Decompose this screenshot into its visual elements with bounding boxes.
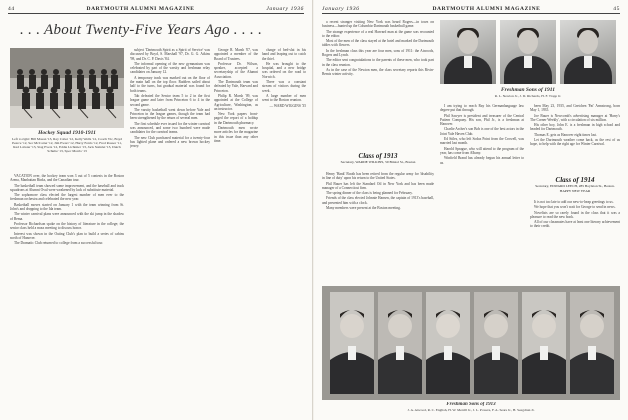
paragraph: Most of the men of the class stayed at the hotel and marked the Dartmouth tables with flowers. <box>322 39 434 48</box>
freshman-sons-1913-caption <box>322 402 620 418</box>
hockey-caption-names: Left to right: Bill Mason '13, Ray Cabot '12, Kelly Wells '12, Coach Vic, Boyd Pearce '12, Sec McCarter '12, Jim Ewart '12, Harry Ferris '12, Fred Rosser '11, Red Lobster '13, Stag Evers '12, Eddie Lichtnier '13, Jack Stainlet '13, Dutch Schulte '13, Spec Morris '13 <box>12 137 122 153</box>
paragraph: There was a constant stream of visitors during the week. <box>262 80 306 93</box>
article-title: . . . About Twenty-Five Years Ago . . . . <box>20 22 263 38</box>
paragraph: Interest was shown in the Outing Club's plan to build a series of cabins north of Hanover. <box>10 231 124 240</box>
paragraph: The basketball team showed some improvement, and the baseball and track squadrons at Alumni Oval were weakened by lack of substitute material. <box>10 183 124 192</box>
paragraph: Winfield Brand has already begun his annual letter to us. <box>440 156 524 165</box>
right-column-4 <box>530 104 620 172</box>
paragraph: Novelists are so rarely found in the class that it was a pleasure to read the new book. <box>530 210 620 219</box>
right-issue-date: January 1936 <box>322 5 360 12</box>
class-1914-heading <box>530 176 620 198</box>
paragraph: It is not too late to add our new-to-heap greetings to us. <box>534 200 614 204</box>
paragraph: The Dartmouth team was defeated by Yale, Harvard and Princeton. <box>214 80 258 93</box>
sons-1913-caption-title: Freshman Sons of 1913 <box>446 402 496 407</box>
hockey-squad-photo <box>10 48 124 128</box>
left-page-number: 44 <box>8 5 15 12</box>
paragraph: subject 'Dartmouth Spirit as a Spirit of Service' was discussed by Boyd, S. Marshall '97, Dr. G. G. Atkins '98, and Dr. C. P. Davis '84. <box>130 48 210 61</box>
paragraph: Let the Dartmouth weather come back, as the rest of us hope, to help with the right age for Winter Carnival. <box>530 138 620 147</box>
paragraph: George R. Marsh '07, was appointed a member of the Board of Trustees. <box>214 48 258 61</box>
paragraph: All of our classmates have at least one literary achievement to their credit. <box>530 220 620 229</box>
freshman-sons-1913-photo <box>322 286 620 400</box>
right-column-5 <box>530 200 620 280</box>
paragraph: The spring dinner of the class is being planned for February. <box>326 191 413 196</box>
paragraph: The new Club purchased material for a twenty-four bus lighted plane and ordered a new brown hockey jersey. <box>130 135 210 149</box>
paragraph: VACATION over, the hockey team won 3 out of 5 contests in the Boston Arena, Manhattan Rinks, and the Canadian tour. <box>10 174 124 183</box>
paragraph: Professor Richardson spoke on the history of literature in the college; the senior class held a mass meeting to discuss honor. <box>10 221 124 231</box>
paragraph: The first schedule ever issued for the winter carnival was announced, and some two hundred were made candidates for the carnival teams. <box>130 121 210 135</box>
hockey-photo-caption <box>10 130 124 170</box>
paragraph: The winter carnival plans were announced with the ski jump in the shadow of Bema. <box>10 212 124 221</box>
right-page-number: 45 <box>613 5 620 12</box>
paragraph: Charlie Archer's son Bob is one of the best actors in the Joint Yale Haven Club. <box>440 127 524 136</box>
paragraph: Phil Sawyer is president and treasurer of the Central Pattern Company. His son, Phil Jr., is a freshman at Hanover. <box>440 113 524 127</box>
left-running-head <box>8 4 304 13</box>
paragraph: New York papers front-paged the report of a holdup in the Dartmouth pharmacy. <box>214 112 258 125</box>
left-column-3 <box>214 48 258 414</box>
paragraph: He was brought to the hospital, and a new bridge was ordered on the road to Norwich. <box>262 61 306 79</box>
paragraph: The Dramatic Club returned to college from a successful tour. <box>14 241 104 246</box>
paragraph: Basketball moves started on January 1 with the team winning from St. John's and dropping to the Ida team. <box>10 202 124 212</box>
class-1914-secretary: Secretary, EDWARD LEECH, 285 Boylston St., Boston. HAPPY NEW YEAR <box>535 184 615 193</box>
paragraph: The informal opening of the new gymnasium was celebrated by part of the varsity and freshman relay candidates on January 12. <box>130 61 210 75</box>
class-1913-title: Class of 1913 <box>358 152 398 160</box>
right-page <box>314 0 628 420</box>
paragraph: Ed Stiles, who left Sodus Point from the Crowell, was married last month. <box>440 137 524 146</box>
paragraph: Tab defeated the Senior team 5 to 2 in the first league game and later from Princeton 6 to 4 in the second game. <box>130 93 210 107</box>
paragraph: In the freshman class this year are four men, sons of 1911: the Atwoods, Rogers and Lynch. <box>322 48 434 58</box>
right-column-2 <box>322 172 434 280</box>
hockey-caption-title: Hockey Squad 1910-1911 <box>38 130 96 136</box>
paragraph: A large number of men went to the Boston reunion. <box>262 93 306 103</box>
sons-1913-caption-names: J. A. Atwood, R. C. English, H. W. Merrill Jr., J. L. Powers, F. A. Sears Jr., H. Seegdrun Jr. <box>407 408 535 412</box>
portrait-photo <box>560 20 616 84</box>
paragraph: We hope that you won't wait for George to send in news. <box>534 205 616 210</box>
paragraph: Thomas E. gets as Hanover eight times last. <box>534 132 597 137</box>
left-magazine-name: DARTMOUTH ALUMNI MAGAZINE <box>86 5 195 12</box>
class-1913-secretary: Secretary, WARDE WILKINS, 50 Bristol St., Boston <box>340 160 416 164</box>
class-1914-title: Class of 1914 <box>555 176 595 184</box>
right-column-3 <box>440 104 524 280</box>
paragraph: Professor Dr. Wilson, speaker, accepted a secretaryship of the Alumni Association. <box>214 61 258 79</box>
left-page <box>0 0 313 420</box>
portrait-photo <box>500 20 556 84</box>
sons-1911-caption-title: Freshman Sons of 1911 <box>501 87 555 93</box>
paragraph: Friends of the class elected Johnnie Hansen, the captain of 1913's baseball, and presented him with a clock. <box>322 196 434 205</box>
paragraph: His other boy, John E. is a freshman in high school and headed for Dartmouth. <box>530 123 620 132</box>
paragraph: As in the case of the Newton men, the class secretary reports this Rivin-Bemis winter activity. <box>322 67 434 77</box>
left-column-1 <box>10 174 124 414</box>
left-header-rule <box>8 13 304 14</box>
left-column-4 <box>262 48 306 414</box>
paragraph: I am trying to reach Ray his Germanlanguage law degree put that through. <box>440 104 524 113</box>
paragraph: Joe Bauer is Newcomb's advertising manager at 'Harry's The Corner Weekly', with a circulation of six million. <box>530 113 620 122</box>
right-magazine-name: DARTMOUTH ALUMNI MAGAZINE <box>432 5 541 12</box>
class-1913-heading <box>322 152 434 170</box>
left-issue-date: January 1936 <box>266 5 304 12</box>
right-header-rule <box>322 13 620 14</box>
paragraph: charge of bed-slat in his hand and leaping out to catch the thief. <box>262 48 306 61</box>
paragraph: Henry 'Hank' Booth has been retired from the regular army for 'disability in line of duty' upon his return to the United States. <box>322 172 434 181</box>
freshman-sons-1911-caption <box>440 87 616 101</box>
right-running-head <box>322 4 620 13</box>
signature: — WARD WIGGINS '35 <box>269 103 306 108</box>
paragraph: A temporary track was marked out on the floor of the main hall on the top floor. Rudders sailed about half to the turns, but gradual material was found for both teams. <box>130 75 210 93</box>
paragraph: Harold Sprague, who will attend to the program of the year, has come from Albany. <box>440 146 524 155</box>
paragraph: Phil Bauer has left the Standard Oil in New York and has been made manager of a Connecticut firm. <box>322 181 434 190</box>
paragraph: been May 23, 1935, and Gretchen 'Pat' Armstrong, born May 1, 1935. <box>530 104 620 113</box>
paragraph: The strange experience of a real Harvard man at the game was recounted to the editor. <box>322 29 434 38</box>
sons-1911-caption-names: R. L. Newton Jr., J. D. Richards, H. F. Trapp Jr. <box>494 94 562 98</box>
paragraph: Dartmouth men wrote more articles for the magazine in this issue than any other time. <box>214 126 258 143</box>
paragraph: The editor sent congratulations to the parents of these men, who took part in the class reunion. <box>322 58 434 67</box>
paragraph: The sophomore class elected the largest number of men ever to the freshman orchestra and celebrated the new year. <box>10 193 124 202</box>
paragraph: Many members were present at the Boston meeting. <box>326 206 401 211</box>
paragraph: The varsity basketball went down before Yale and Princeton in the league games, though the team had been strengthened by the return of several men. <box>130 107 210 121</box>
left-column-2 <box>130 48 210 414</box>
paragraph: Philip R. Marsh '09, was appointed at the College of Agriculture, Washington, as an instructor. <box>214 93 258 111</box>
right-column-1 <box>322 20 434 150</box>
portrait-photo <box>440 20 496 84</box>
paragraph: a recent stranger visiting New York was heard Rogers—in town on business—hunted up the Columbia-Dartmouth basketball game. <box>322 20 434 29</box>
